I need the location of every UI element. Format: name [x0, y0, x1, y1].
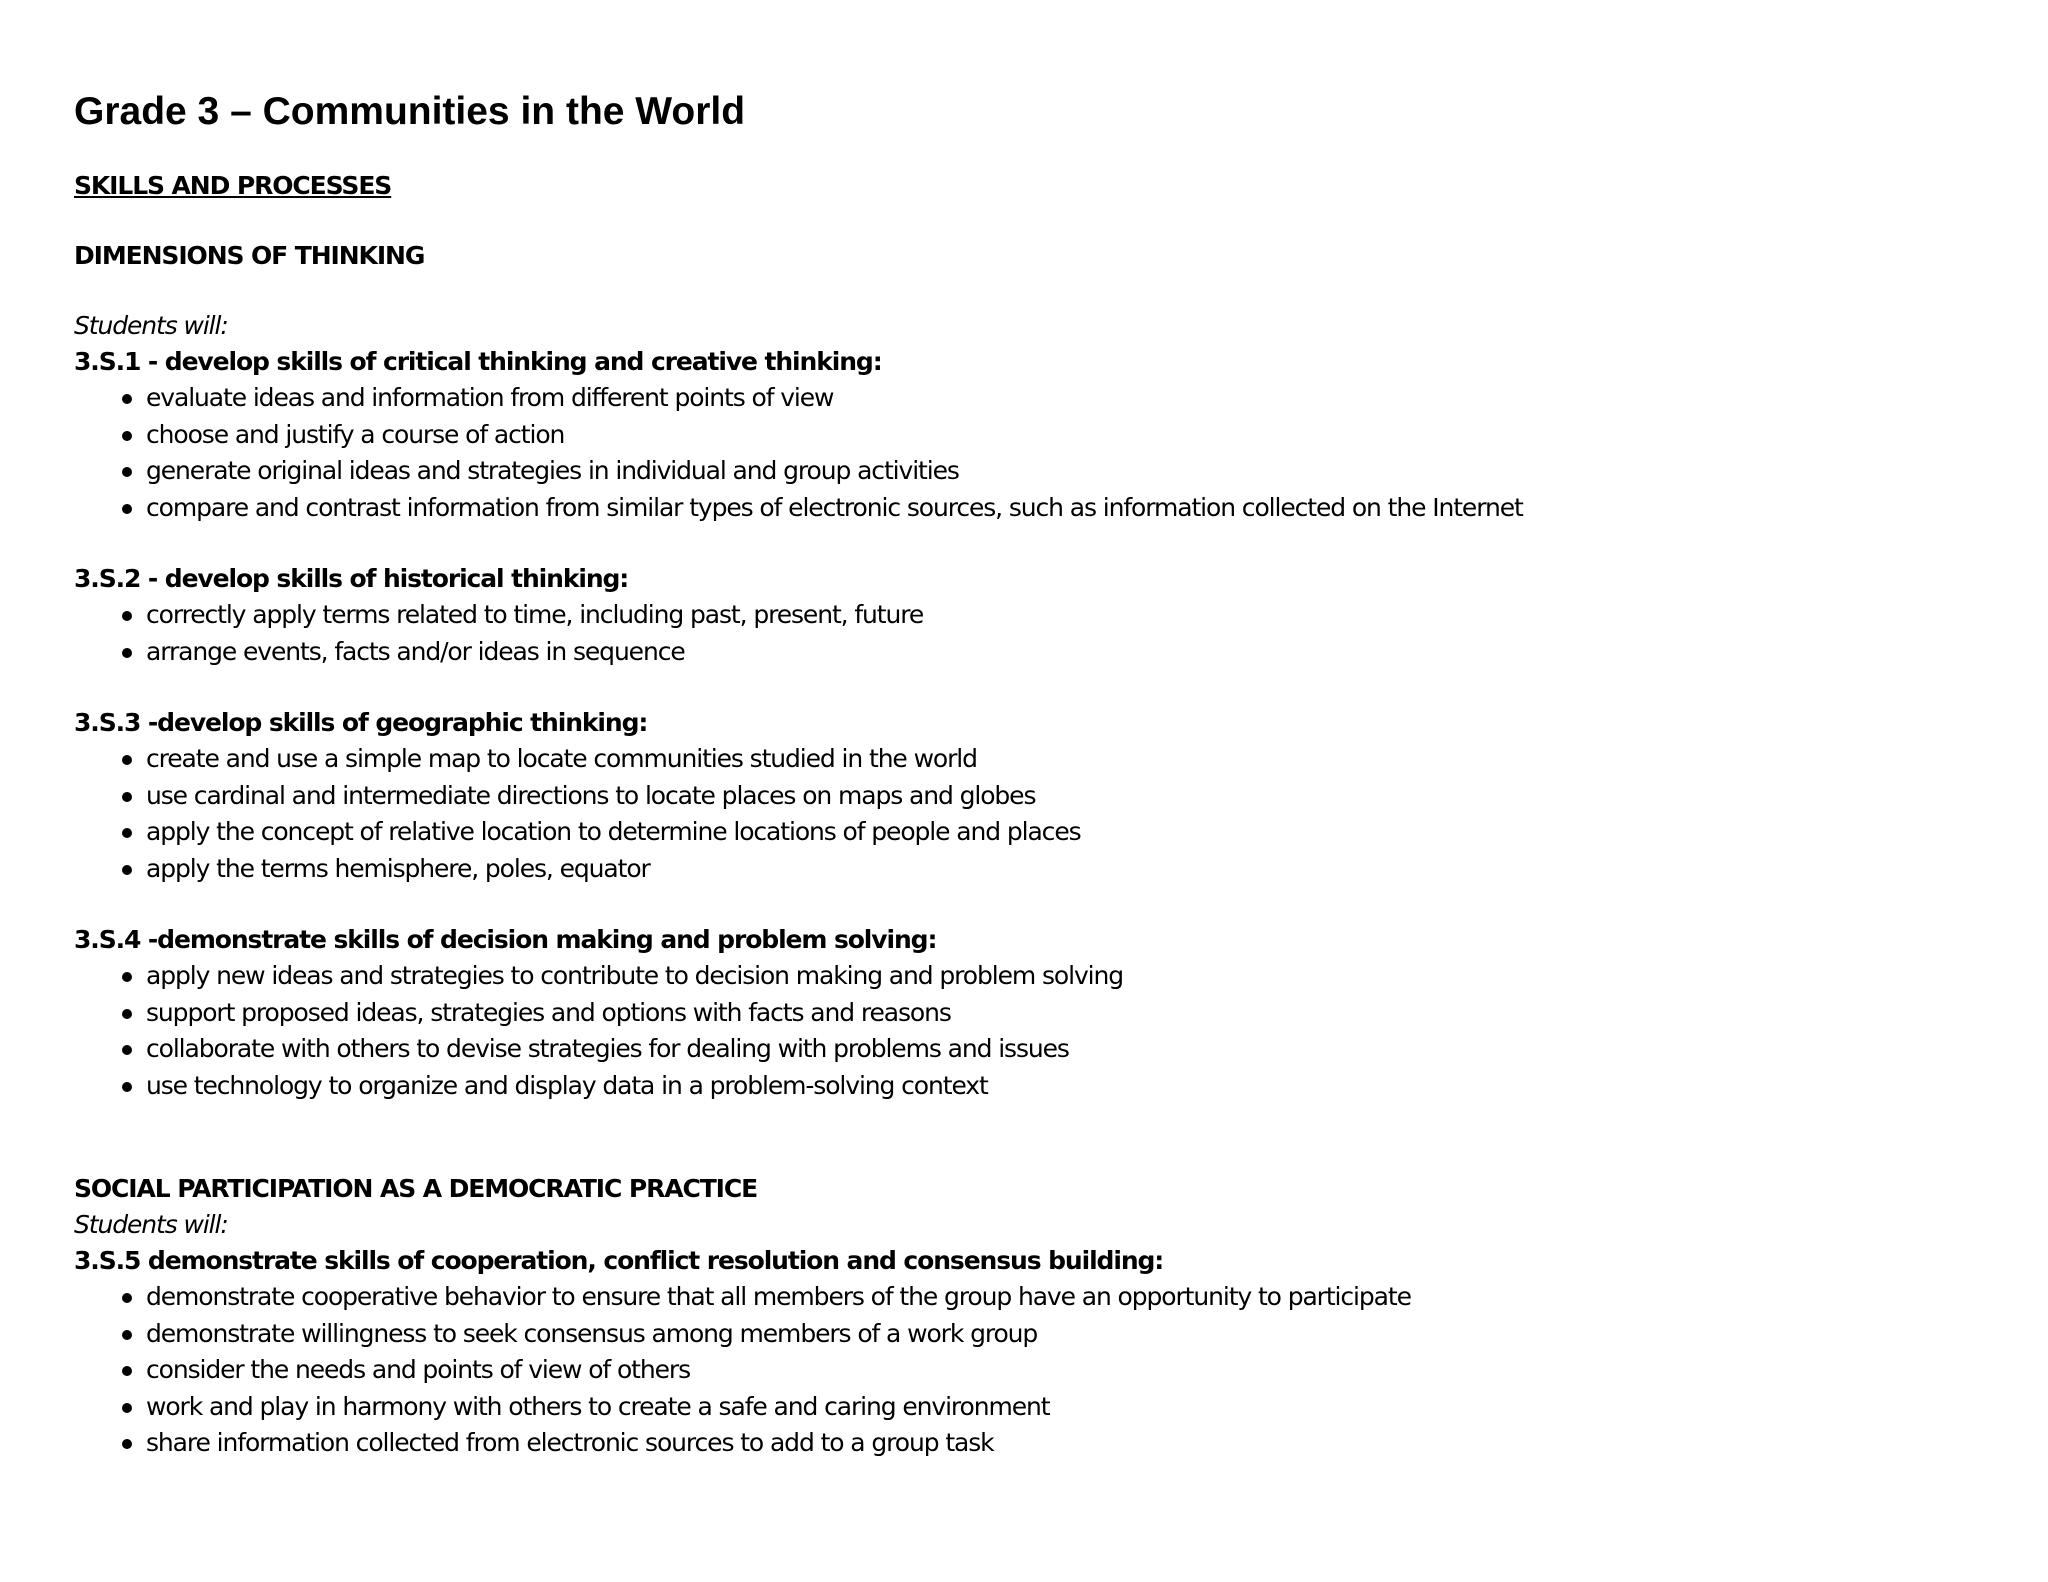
bullet-icon — [122, 611, 132, 621]
bullet-icon — [122, 972, 132, 982]
bullet-icon — [122, 467, 132, 477]
list-item — [74, 1279, 1411, 1316]
list-item — [74, 851, 1081, 888]
outcome-heading: 3.S.2 - develop skills of historical thinking: — [74, 564, 629, 593]
list-item-text: share information collected from electronic sources to add to a group task — [146, 1428, 994, 1458]
bullet-icon — [122, 1082, 132, 1092]
list-item — [74, 958, 1123, 995]
list-item-text: correctly apply terms related to time, including past, present, future — [146, 600, 924, 629]
dimensions-heading: DIMENSIONS OF THINKING — [74, 241, 425, 270]
bullet-icon — [122, 1366, 132, 1376]
list-item — [74, 1389, 1411, 1426]
list-item-text: work and play in harmony with others to create a safe and caring environment — [146, 1391, 1050, 1421]
list-item-text: apply new ideas and strategies to contribute to decision making and problem solving — [146, 961, 1123, 990]
bullet-icon — [122, 1403, 132, 1413]
list-item-text: evaluate ideas and information from different points of view — [146, 383, 834, 412]
list-item-text: demonstrate willingness to seek consensus among members of a work group — [146, 1318, 1038, 1348]
bullet-list — [74, 958, 1123, 1104]
list-item-text: support proposed ideas, strategies and options with facts and reasons — [146, 997, 951, 1027]
bullet-list — [74, 597, 923, 670]
bullet-icon — [122, 1330, 132, 1340]
outcome-heading: 3.S.4 -demonstrate skills of decision making and problem solving: — [74, 925, 937, 954]
list-item-text: compare and contrast information from similar types of electronic sources, such as information collected on the Internet — [146, 492, 1523, 522]
list-item — [74, 453, 1523, 490]
outcome-group-3s4 — [74, 922, 1123, 1104]
outcome-group-3s1 — [74, 344, 1523, 526]
outcome-heading: 3.S.3 -develop skills of geographic thinking: — [74, 708, 648, 737]
bullet-icon — [122, 865, 132, 875]
list-item — [74, 1316, 1411, 1353]
skills-heading: SKILLS AND PROCESSES — [74, 171, 392, 200]
list-item — [74, 741, 1081, 778]
list-item-text: apply the terms hemisphere, poles, equator — [146, 853, 650, 883]
bullet-icon — [122, 504, 132, 514]
list-item — [74, 1031, 1123, 1068]
list-item — [74, 1352, 1411, 1389]
social-participation-heading: SOCIAL PARTICIPATION AS A DEMOCRATIC PRACTICE — [74, 1174, 758, 1203]
list-item — [74, 1068, 1123, 1105]
list-item — [74, 380, 1523, 417]
students-will-intro: Students will: — [74, 311, 228, 340]
bullet-list — [74, 741, 1081, 887]
bullet-icon — [122, 755, 132, 765]
list-item-text: use technology to organize and display data in a problem-solving context — [146, 1070, 988, 1100]
list-item-text: demonstrate cooperative behavior to ensure that all members of the group have an opportunity to participate — [146, 1282, 1411, 1311]
bullet-list — [74, 1279, 1411, 1462]
bullet-icon — [122, 1439, 132, 1449]
bullet-icon — [122, 828, 132, 838]
bullet-icon — [122, 431, 132, 441]
students-will-intro: Students will: — [74, 1210, 228, 1239]
list-item — [74, 778, 1081, 815]
list-item — [74, 634, 923, 671]
list-item — [74, 417, 1523, 454]
list-item — [74, 995, 1123, 1032]
list-item-text: consider the needs and points of view of others — [146, 1355, 690, 1385]
outcome-group-3s2 — [74, 561, 923, 670]
list-item-text: collaborate with others to devise strategies for dealing with problems and issues — [146, 1034, 1069, 1064]
list-item-text: apply the concept of relative location to determine locations of people and places — [146, 817, 1081, 847]
outcome-heading: 3.S.1 - develop skills of critical thinking and creative thinking: — [74, 347, 882, 376]
list-item — [74, 597, 923, 634]
list-item — [74, 814, 1081, 851]
list-item-text: use cardinal and intermediate directions to locate places on maps and globes — [146, 780, 1036, 810]
bullet-icon — [122, 792, 132, 802]
bullet-icon — [122, 1293, 132, 1303]
bullet-list — [74, 380, 1523, 526]
bullet-icon — [122, 394, 132, 404]
list-item-text: arrange events, facts and/or ideas in sequence — [146, 636, 685, 666]
list-item-text: create and use a simple map to locate communities studied in the world — [146, 744, 977, 773]
bullet-icon — [122, 1045, 132, 1055]
outcome-group-3s3 — [74, 705, 1081, 887]
outcome-group-3s5 — [74, 1243, 1411, 1462]
list-item — [74, 1425, 1411, 1462]
page-title: Grade 3 – Communities in the World — [74, 90, 746, 133]
bullet-icon — [122, 1009, 132, 1019]
outcome-heading: 3.S.5 demonstrate skills of cooperation, conflict resolution and consensus building: — [74, 1246, 1164, 1275]
bullet-icon — [122, 648, 132, 658]
list-item — [74, 490, 1523, 527]
list-item-text: choose and justify a course of action — [146, 419, 565, 449]
list-item-text: generate original ideas and strategies in individual and group activities — [146, 456, 959, 486]
